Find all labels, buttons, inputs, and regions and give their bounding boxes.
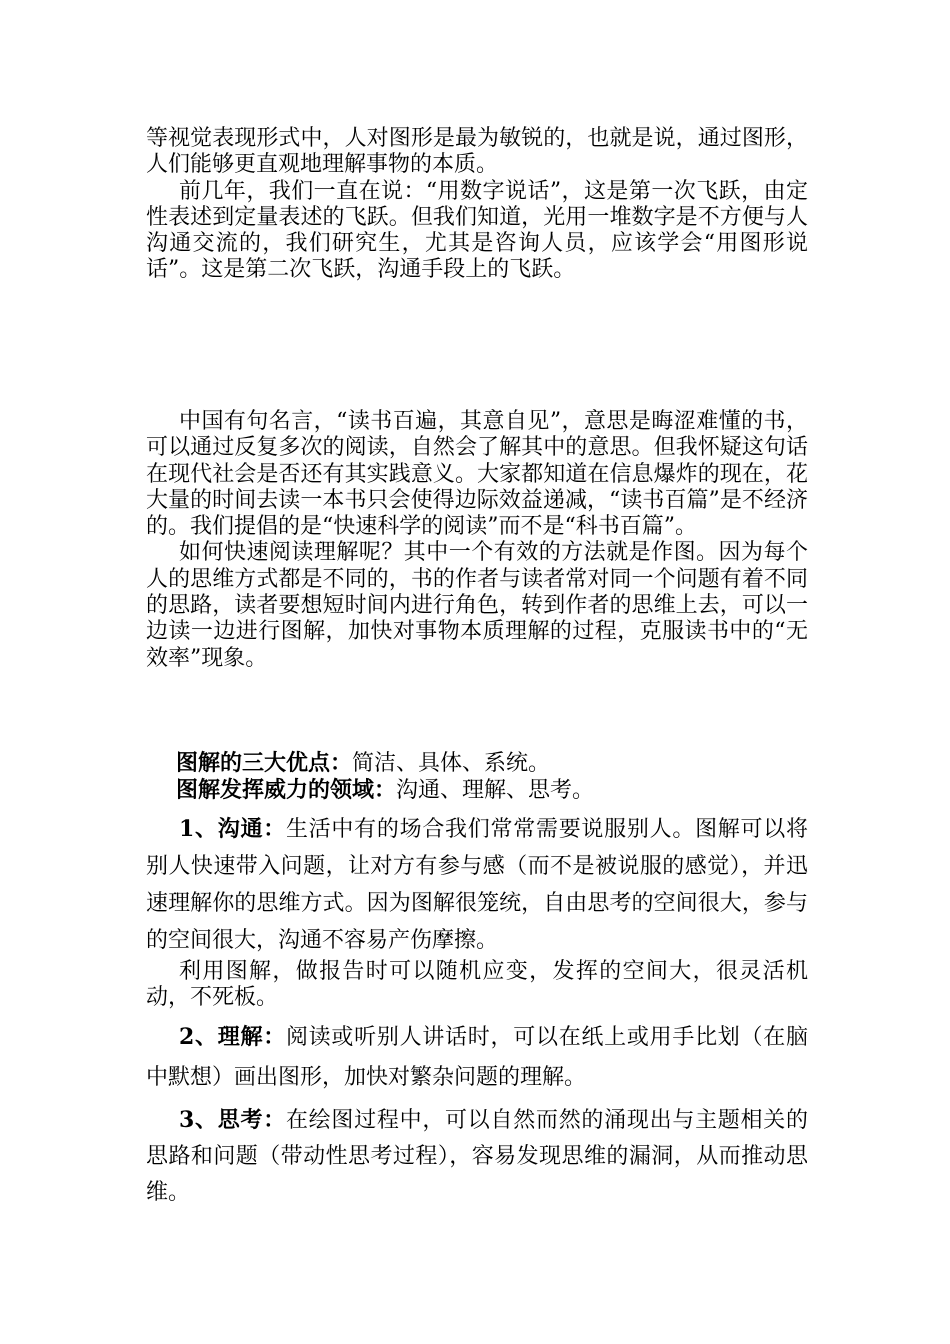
section-diagram-benefits — [146, 750, 808, 1211]
section-visual-communication — [146, 126, 808, 284]
item-understanding — [146, 1017, 808, 1098]
paragraph-speak-with-graphics: 前几年，我们一直在说：“用数字说话”，这是第一次飞跃，由定性表述到定量表述的飞跃。但我们知道，光用一堆数字是不方便与人沟通交流的，我们研究生，尤其是咨询人员，应该学会“用图形说话”。这是第二次飞跃，沟通手段上的飞跃。 — [146, 178, 808, 283]
item-communication — [146, 811, 808, 959]
item-thinking — [146, 1102, 808, 1211]
paragraph-reading-proverb: 中国有句名言，“读书百遍，其意自见”，意思是晦涩难懂的书，可以通过反复多次的阅读，自然会了解其中的意思。但我怀疑这句话在现代社会是否还有其实践意义。大家都知道在信息爆炸的现在，花大量的时间去读一本书只会使得边际效益递减，“读书百篇”是不经济的。我们提倡的是“快速科学的阅读”而不是“科书百篇”。 — [146, 409, 808, 540]
fields-label: 图解发挥威力的领域： — [176, 777, 397, 804]
fields-line — [146, 777, 808, 804]
fields-text: 沟通、理解、思考。 — [396, 778, 595, 804]
advantages-label: 图解的三大优点： — [176, 750, 353, 776]
item-communication-label: 1、沟通： — [179, 815, 286, 842]
paragraph-fast-reading: 如何快速阅读理解呢？其中一个有效的方法就是作图。因为每个人的思维方式都是不同的，书的作者与读者常对同一个问题有着不同的思路，读者要想短时间内进行角色，转到作者的思维上去，可以一边读一边进行图解，加快对事物本质理解的过程，克服读书中的“无效率”现象。 — [146, 540, 808, 671]
item-thinking-text: 在绘图过程中，可以自然而然的涌现出与主题相关的思路和问题（带动性思考过程），容易发现思维的漏洞，从而推动思维。 — [146, 1108, 808, 1206]
section-reading — [146, 409, 808, 672]
item-thinking-label: 3、思考： — [179, 1107, 286, 1134]
advantages-line — [146, 750, 808, 777]
item-communication-text: 生活中有的场合我们常常需要说服别人。图解可以将别人快速带入问题，让对方有参与感（而不是被说服的感觉），并迅速理解你的思维方式。因为图解很笼统，自由思考的空间很大，参与的空间很大，沟通不容易产伤摩擦。 — [146, 816, 808, 953]
item-understanding-text: 阅读或听别人讲话时，可以在纸上或用手比划（在脑中默想）画出图形，加快对繁杂问题的理解。 — [146, 1025, 808, 1091]
item-communication-extra: 利用图解，做报告时可以随机应变，发挥的空间大，很灵活机动，不死板。 — [146, 958, 808, 1010]
paragraph-visual-perception: 等视觉表现形式中，人对图形是最为敏锐的，也就是说，通过图形，人们能够更直观地理解事物的本质。 — [146, 126, 808, 178]
advantages-text: 简洁、具体、系统。 — [352, 751, 551, 776]
item-understanding-label: 2、理解： — [179, 1024, 286, 1051]
